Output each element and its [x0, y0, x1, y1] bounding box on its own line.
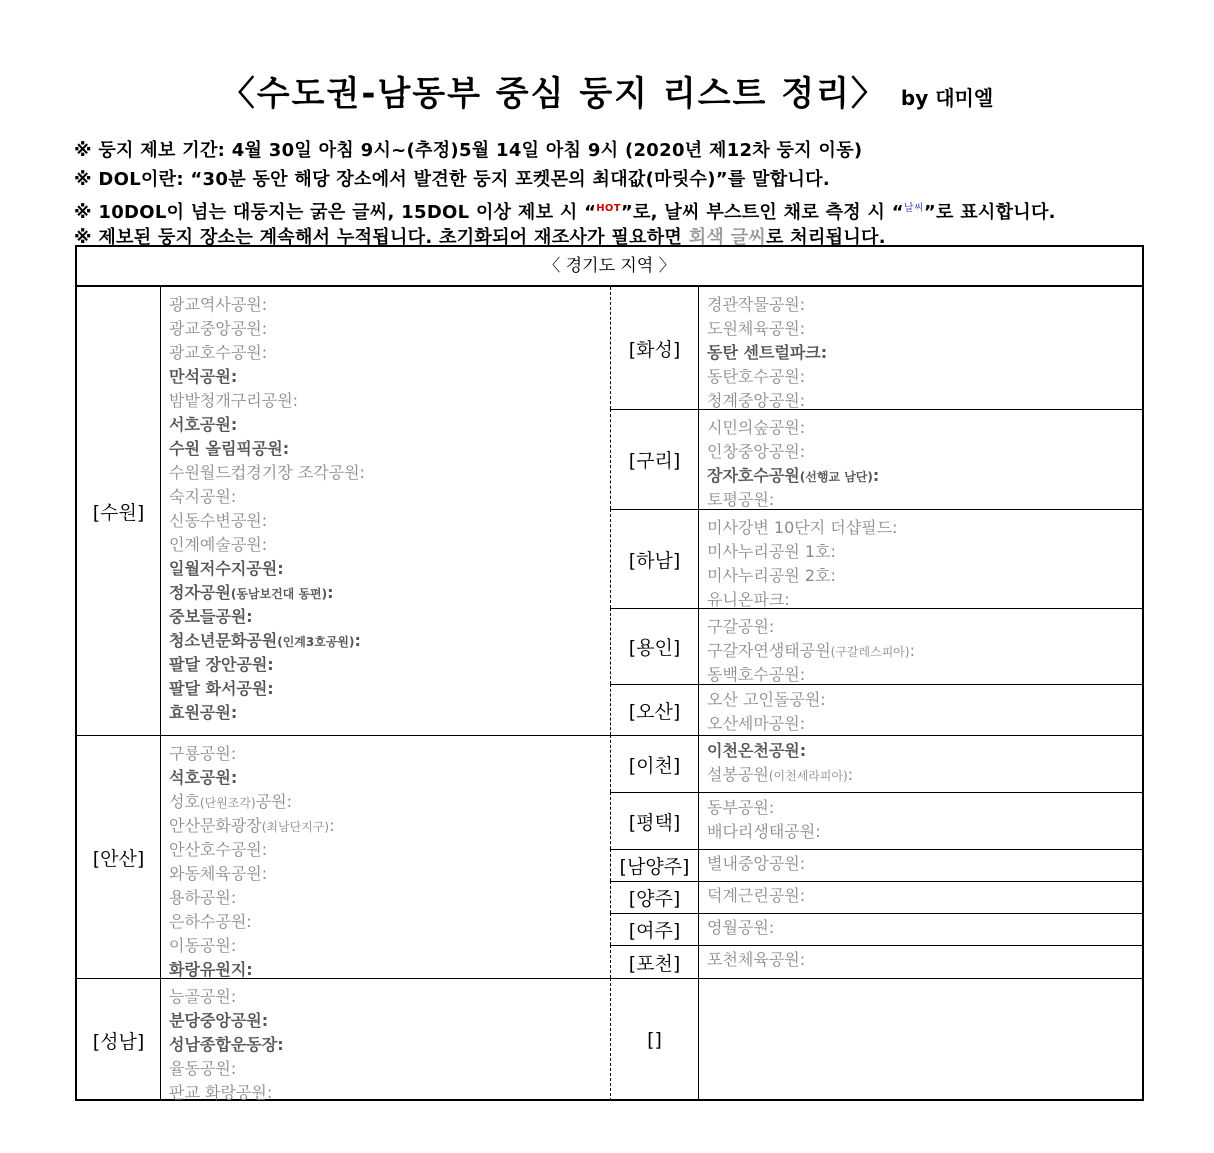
park-list: [160, 735, 610, 978]
city-label: [구리]: [610, 409, 698, 509]
park-list: [698, 945, 1142, 978]
park-entry: 설봉공원(이천세라피아):: [707, 765, 854, 784]
park-entry: 인계예술공원:: [169, 535, 268, 554]
park-entry: 배다리생태공원:: [707, 822, 821, 841]
page-title: [0, 66, 1214, 115]
park-entry: 안산호수공원:: [169, 840, 268, 859]
park-entry: 성남종합운동장:: [169, 1035, 284, 1054]
park-entry: 오산세마공원:: [707, 714, 806, 733]
city-label: [용인]: [610, 608, 698, 684]
note-legend: ※ 10DOL이 넘는 대둥지는 굵은 글씨, 15DOL 이상 제보 시 “$^{HOT}$”로, 날씨 부스트인 채로 측정 시 “$^{날씨}$”로 표시합니다.: [74, 202, 1056, 223]
park-entry: 석호공원:: [169, 768, 238, 787]
park-entry: 화랑유원지:: [169, 960, 253, 979]
park-entry: 율동공원:: [169, 1059, 237, 1078]
park-entry: 별내중앙공원:: [707, 854, 806, 873]
park-entry: 능골공원:: [169, 987, 237, 1006]
park-list: [698, 608, 1142, 684]
park-entry: 이천온천공원:: [707, 741, 807, 760]
park-entry: 광교역사공원:: [169, 295, 268, 314]
park-entry: 미사누리공원 1호:: [707, 542, 836, 561]
park-entry: 도원체육공원:: [707, 319, 806, 338]
park-entry: 팔달 장안공원:: [169, 655, 274, 674]
gray-text-sample: 회색 글씨: [688, 227, 767, 248]
title-text: 〈수도권-남동부 중심 둥지 리스트 정리〉: [220, 74, 887, 114]
park-entry: 분당중앙공원:: [169, 1011, 269, 1030]
park-entry: 용하공원:: [169, 888, 237, 907]
park-entry: 미사강변 10단지 더샵필드:: [707, 518, 898, 537]
park-entry: 토평공원:: [707, 490, 775, 509]
park-list: [698, 509, 1142, 608]
park-entry: 만석공원:: [169, 367, 238, 386]
city-label: [남양주]: [610, 849, 698, 881]
author-label: by 대미엘: [900, 86, 994, 110]
park-entry: 구갈자연생태공원(구갈레스피아):: [707, 641, 915, 660]
park-entry: 오산 고인돌공원:: [707, 690, 826, 709]
park-list: [698, 792, 1142, 849]
city-label: [양주]: [610, 881, 698, 913]
park-entry: 수원월드컵경기장 조각공원:: [169, 463, 365, 482]
park-entry: 은하수공원:: [169, 912, 252, 931]
city-label: [평택]: [610, 792, 698, 849]
park-list: [698, 849, 1142, 881]
park-entry: 효원공원:: [169, 703, 238, 722]
city-label: [안산]: [77, 735, 160, 978]
city-label: [이천]: [610, 735, 698, 792]
park-entry: 장자호수공원(선행교 남단):: [707, 466, 880, 485]
park-list: [698, 978, 1142, 1101]
city-label: [여주]: [610, 913, 698, 945]
park-entry: 서호공원:: [169, 415, 238, 434]
park-entry: 팔달 화서공원:: [169, 679, 274, 698]
park-entry: 덕계근린공원:: [707, 886, 806, 905]
park-entry: 구룡공원:: [169, 744, 237, 763]
city-label: [화성]: [610, 287, 698, 409]
park-entry: 청소년문화공원(인계3호공원):: [169, 631, 361, 650]
park-entry: 중보들공원:: [169, 607, 253, 626]
city-label: [하남]: [610, 509, 698, 608]
city-label: [수원]: [92, 501, 145, 524]
city-label: []: [610, 978, 698, 1101]
park-entry: 인창중앙공원:: [707, 442, 806, 461]
park-entry: 정자공원(동남보건대 동편):: [169, 583, 334, 602]
hot-marker: HOT: [596, 203, 621, 214]
park-list: [698, 881, 1142, 913]
park-list: [698, 409, 1142, 509]
park-list: [160, 287, 610, 735]
city-label: [포천]: [610, 945, 698, 978]
nest-table: [75, 245, 1144, 1101]
park-entry: 유니온파크:: [707, 590, 790, 609]
park-entry: 시민의숲공원:: [707, 418, 806, 437]
park-entry: 광교호수공원:: [169, 343, 268, 362]
park-entry: 미사누리공원 2호:: [707, 566, 836, 585]
park-entry: 경관작물공원:: [707, 295, 806, 314]
city-label: [오산]: [610, 684, 698, 735]
park-list: [698, 735, 1142, 792]
park-entry: 동백호수공원:: [707, 665, 806, 684]
park-entry: 수원 올림픽공원:: [169, 439, 290, 458]
park-entry: 광교중앙공원:: [169, 319, 268, 338]
park-entry: 숙지공원:: [169, 487, 237, 506]
park-list: [698, 913, 1142, 945]
park-entry: 영월공원:: [707, 918, 775, 937]
park-entry: 와동체육공원:: [169, 864, 268, 883]
park-entry: 일월저수지공원:: [169, 559, 284, 578]
park-entry: 신동수변공원:: [169, 511, 268, 530]
park-list: [698, 684, 1142, 735]
note-period: ※ 둥지 제보 기간: 4월 30일 아침 9시~(추정)5월 14일 아침 9시 (2020년 제12차 둥지 이동): [74, 140, 863, 161]
park-entry: 이동공원:: [169, 936, 237, 955]
region-header: 〈 경기도 지역 〉: [77, 247, 1142, 287]
park-entry: 동탄 센트럴파크:: [707, 343, 828, 362]
park-entry: 동탄호수공원:: [707, 367, 806, 386]
note-accumulate: ※ 제보된 둥지 장소는 계속해서 누적됩니다. 초기화되어 재조사가 필요하면 회색 글씨로 처리됩니다.: [74, 227, 886, 248]
weather-marker: 날씨: [903, 203, 924, 214]
city-label: [성남]: [77, 978, 160, 1101]
note-dol: ※ DOL이란: “30분 동안 해당 장소에서 발견한 둥지 포켓몬의 최대값(마릿수)”를 말합니다.: [74, 169, 831, 190]
park-entry: 동부공원:: [707, 798, 775, 817]
park-entry: 성호(단원조각)공원:: [169, 792, 292, 811]
park-list: [160, 978, 610, 1101]
park-list: [698, 287, 1142, 409]
park-entry: 구갈공원:: [707, 617, 775, 636]
park-entry: 밤밭청개구리공원:: [169, 391, 299, 410]
park-entry: 판교 화랑공원:: [169, 1083, 273, 1102]
park-entry: 안산문화광장(최남단지구):: [169, 816, 335, 835]
park-entry: 포천체육공원:: [707, 950, 806, 969]
notes-list: [74, 136, 1174, 252]
park-entry: 청계중앙공원:: [707, 391, 806, 410]
